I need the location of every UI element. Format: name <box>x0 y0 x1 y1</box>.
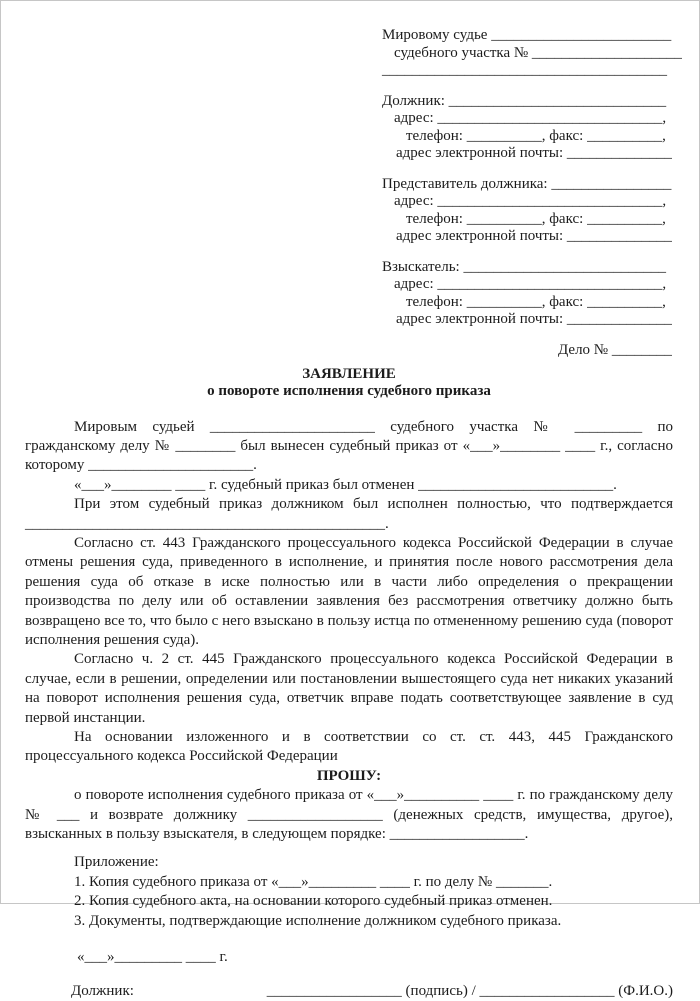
paragraph-legal-basis: На основании изложенного и в соответствии со ст. ст. 443, 445 Гражданского процессуального кодекса Российской Федерации <box>25 729 673 765</box>
representative-phone-fax-line: телефон: __________, факс: __________, <box>406 210 666 227</box>
paragraph-article-445: Согласно ч. 2 ст. 445 Гражданского процессуального кодекса Российской Федерации в случае, если в решении, определении или постановлении вышестоящего суда нет никаких указаний на поворот исполнения решения суда, ответчик вправе подать соответствующее заявление в суд первой инстанции. <box>25 651 673 726</box>
court-section-line: судебного участка № ____________________ <box>394 44 682 61</box>
appendix-section <box>74 853 673 931</box>
court-blank-line: ______________________________________ <box>382 62 667 78</box>
claimant-address-line: адрес: ______________________________, <box>394 276 667 292</box>
debtor-block <box>382 93 675 163</box>
claimant-name-line: Взыскатель: ___________________________ <box>382 258 666 275</box>
paragraph-request: о повороте исполнения судебного приказа от «___»__________ ____ г. по гражданскому делу № ___ и возврате должнику __________________ (денежных средств, имущества, другое), взысканных в пользу взыскателя, в следующем порядке: __________________. <box>25 787 673 843</box>
paragraph-order-cancelled: «___»________ ____ г. судебный приказ был отменен __________________________. <box>74 476 617 493</box>
debtor-email-line: адрес электронной почты: ______________ <box>396 145 672 161</box>
document-subtitle: о повороте исполнения судебного приказа <box>207 382 491 399</box>
document-title: ЗАЯВЛЕНИЕ <box>302 365 396 382</box>
request-heading: ПРОШУ: <box>316 767 382 784</box>
debtor-address-line: адрес: ______________________________, <box>394 110 667 126</box>
appendix-item: 1. Копия судебного приказа от «___»_________ ____ г. по делу № _______. <box>74 873 553 890</box>
appendix-item: 3. Документы, подтверждающие исполнение должником судебного приказа. <box>74 912 562 929</box>
paragraph-article-443: Согласно ст. 443 Гражданского процессуального кодекса Российской Федерации в случае отмены решения суда, приведенного в исполнение, и принятия после нового рассмотрения дела решения суда об отказе в иске полностью или в части либо определения о прекращении производства по делу или об оставлении заявления без рассмотрения ответчику должно быть возвращено все то, что было с него взыскано в пользу истца по отмененному решению суда (поворот исполнения решения суда). <box>25 534 673 648</box>
representative-name-line: Представитель должника: ________________ <box>382 175 672 192</box>
signature-line: __________________ (подпись) / __________________ (Ф.И.О.) <box>266 983 673 1000</box>
document-body <box>25 418 673 845</box>
debtor-representative-block <box>382 176 675 246</box>
debtor-name-line: Должник: _____________________________ <box>382 92 667 109</box>
claimant-block <box>382 259 675 329</box>
date-line: «___»_________ ____ г. <box>77 949 228 966</box>
signer-label: Должник: <box>71 983 134 1000</box>
claimant-phone-fax-line: телефон: __________, факс: __________, <box>406 293 666 310</box>
document-header <box>382 27 682 329</box>
paragraph-order-executed: При этом судебный приказ должником был исполнен полностью, что подтверждается ________________________________________________. <box>25 496 673 532</box>
case-number: Дело № ________ <box>558 341 672 358</box>
appendix-item: 2. Копия судебного акта, на основании которого судебный приказ отменен. <box>74 893 553 910</box>
representative-email-line: адрес электронной почты: ______________ <box>396 228 672 244</box>
signature-row <box>71 982 673 1001</box>
debtor-phone-fax-line: телефон: __________, факс: __________, <box>406 127 666 144</box>
appendix-heading: Приложение: <box>74 854 159 871</box>
claimant-email-line: адрес электронной почты: ______________ <box>396 311 672 327</box>
paragraph-order-issued: Мировым судьей ______________________ судебного участка № _________ по гражданскому делу № ________ был вынесен судебный приказ от «___»________ ____ г., согласно которому ______________________. <box>25 418 673 474</box>
representative-address-line: адрес: ______________________________, <box>394 193 667 209</box>
court-line: Мировому судье ________________________ <box>382 27 672 43</box>
court-block <box>382 27 682 80</box>
